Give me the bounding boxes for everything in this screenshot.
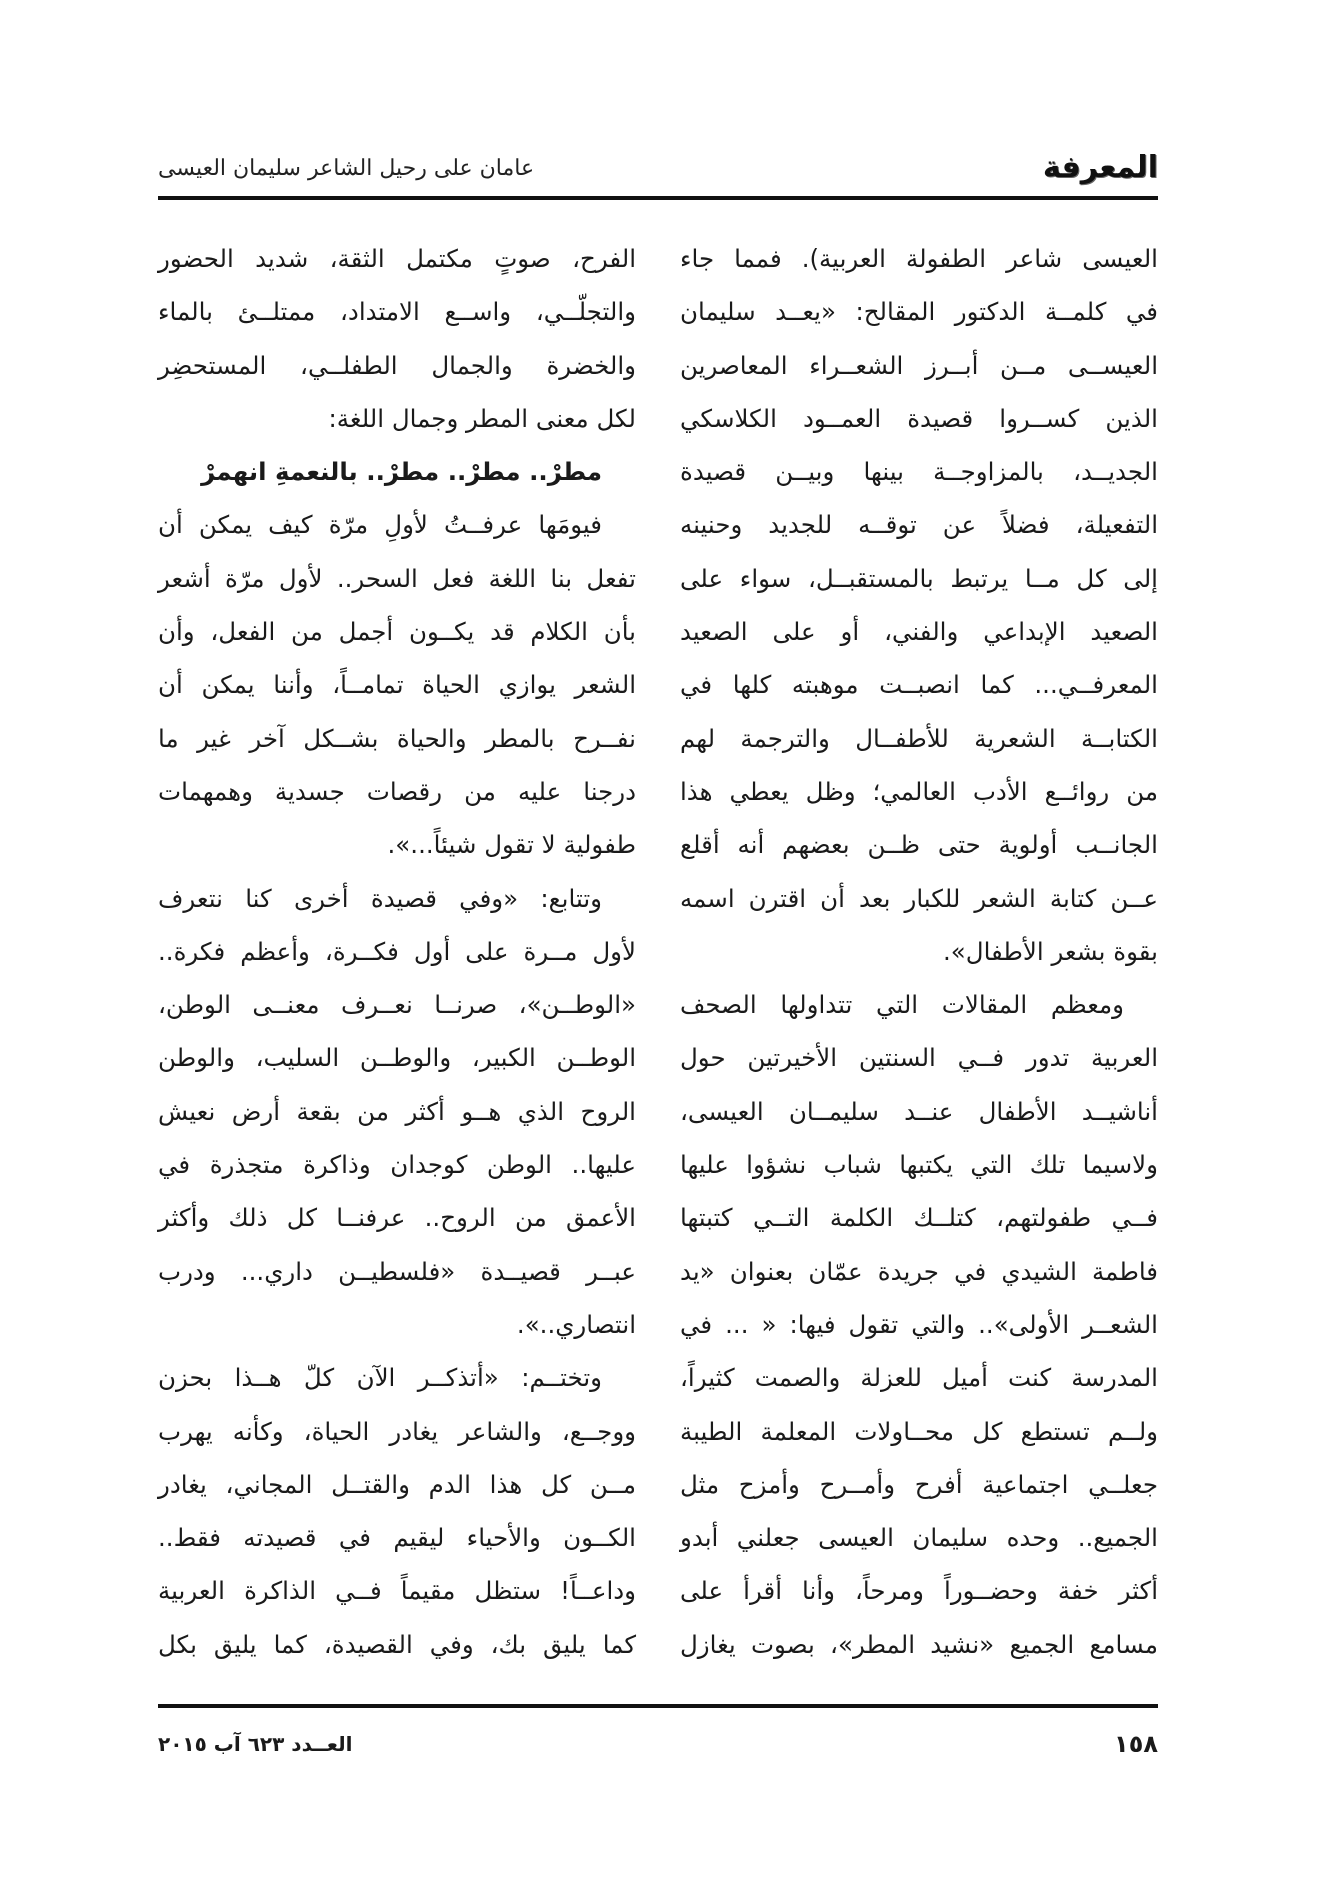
text-line: مسامع الجميع «نشيد المطر»، بصوت يغازل <box>680 1629 1158 1659</box>
text-line: عليها.. الوطن كوجدان وذاكرة متجذرة في <box>158 1150 636 1180</box>
text-line: في كلمــة الدكتور المقالح: «يعــد سليمان <box>680 297 1158 327</box>
text-line: وتتابع: «وفي قصيدة أخرى كنا نتعرف <box>158 883 602 913</box>
text-line: لأول مــرة على أول فكــرة، وأعظم فكرة.. <box>158 936 636 966</box>
text-line: درجنا عليه من رقصات جسدية وهمهمات <box>158 776 636 806</box>
text-line: من روائــع الأدب العالمي؛ وظل يعطي هذا <box>680 776 1158 806</box>
text-line: الجانــب أولوية حتى ظــن بعضهم أنه أقلع <box>680 830 1158 860</box>
issue-info: العــدد ٦٢٣ آب ٢٠١٥ <box>158 1732 353 1756</box>
text-line: عبــر قصيــدة «فلسطيــن داري... ودرب <box>158 1256 636 1286</box>
text-line: الشعر يوازي الحياة تمامــاً، وأننا يمكن أن <box>158 670 636 700</box>
text-line: طفولية لا تقول شيئاً...». <box>387 830 636 860</box>
text-line: مطرْ.. مطرْ.. مطرْ.. بالنعمةِ انهمرْ <box>201 457 602 487</box>
text-line: ووجــع، والشاعر يغادر الحياة، وكأنه يهرب <box>158 1416 636 1446</box>
page-footer <box>158 1730 1158 1770</box>
text-line: انتصاري..». <box>516 1309 636 1339</box>
text-line: الكتابــة الشعرية للأطفــال والترجمة لهم <box>680 723 1158 753</box>
running-title: عامان على رحيل الشاعر سليمان العيسى <box>158 156 535 181</box>
text-line: العيسى شاعر الطفولة العربية). فمما جاء <box>680 244 1158 273</box>
text-line: لكل معنى المطر وجمال اللغة: <box>328 403 636 433</box>
text-line: والخضرة والجمال الطفلــي، المستحضِر <box>158 350 636 380</box>
text-line: تفعل بنا اللغة فعل السحر.. لأول مرّة أشعر <box>158 563 636 593</box>
text-line: الجديــد، بالمزاوجــة بينها وبيــن قصيدة <box>680 457 1158 487</box>
text-line: فــي طفولتهم، كتلــك الكلمة التــي كتبتها <box>680 1203 1158 1233</box>
text-line: الصعيد الإبداعي والفني، أو على الصعيد <box>680 617 1158 647</box>
text-line: عــن كتابة الشعر للكبار بعد أن اقترن اسمه <box>680 883 1158 913</box>
text-line: وتختــم: «أتذكــر الآن كلّ هــذا بحزن <box>158 1363 602 1393</box>
text-line: العربية تدور فــي السنتين الأخيرتين حول <box>680 1043 1158 1073</box>
text-line: التفعيلة، فضلاً عن توقــه للجديد وحنينه <box>680 510 1158 540</box>
text-line: الفرح، صوتٍ مكتمل الثقة، شديد الحضور <box>158 244 636 273</box>
text-line: الشعــر الأولى».. والتي تقول فيها: « ... في <box>680 1309 1158 1339</box>
text-line: المدرسة كنت أميل للعزلة والصمت كثيراً، <box>680 1363 1158 1393</box>
text-line: «الوطــن»، صرنــا نعــرف معنــى الوطن، <box>158 990 636 1020</box>
right-column <box>680 232 1158 1671</box>
text-line: ولاسيما تلك التي يكتبها شباب نشؤوا عليها <box>680 1150 1158 1180</box>
text-line: أكثر خفة وحضــوراً ومرحاً، وأنا أقرأ على <box>680 1576 1158 1606</box>
left-column <box>158 232 636 1671</box>
text-line: بقوة بشعر الأطفال». <box>942 936 1158 966</box>
text-line: نفــرح بالمطر والحياة بشــكل آخر غير ما <box>158 723 636 753</box>
text-line: إلى كل مــا يرتبط بالمستقبــل، سواء على <box>680 563 1158 593</box>
text-line: كما يليق بك، وفي القصيدة، كما يليق بكل <box>158 1629 636 1659</box>
text-line: الذين كســروا قصيدة العمــود الكلاسكي <box>680 403 1158 433</box>
footer-rule <box>158 1704 1158 1708</box>
text-line: الكــون والأحياء ليقيم في قصيدته فقط.. <box>158 1523 636 1553</box>
text-line: ومعظم المقالات التي تتداولها الصحف <box>680 990 1124 1020</box>
text-line: الجميع.. وحده سليمان العيسى جعلني أبدو <box>680 1523 1158 1553</box>
text-line: جعلــي اجتماعية أفرح وأمــرح وأمزح مثل <box>680 1469 1158 1499</box>
page-number: ١٥٨ <box>1114 1730 1158 1758</box>
text-line: فيومَها عرفــتُ لأولِ مرّة كيف يمكن أن <box>158 510 602 540</box>
text-line: مــن كل هذا الدم والقتــل المجاني، يغادر <box>158 1469 636 1499</box>
text-line: أناشيــد الأطفال عنــد سليمــان العيسى، <box>680 1096 1158 1126</box>
text-line: وداعــاً! ستظل مقيماً فــي الذاكرة العربية <box>158 1576 636 1606</box>
text-line: الوطــن الكبير، والوطــن السليب، والوطن <box>158 1043 636 1073</box>
text-line: والتجلّــي، واســع الامتداد، ممتلــئ بالماء <box>158 297 636 327</box>
magazine-logo: المعرفة <box>1042 150 1158 185</box>
header-rule <box>158 196 1158 200</box>
text-line: ولــم تستطع كل محــاولات المعلمة الطيبة <box>680 1416 1158 1446</box>
text-line: الأعمق من الروح.. عرفنــا كل ذلك وأكثر <box>158 1203 636 1233</box>
text-line: العيســى مــن أبــرز الشعــراء المعاصرين <box>680 350 1158 380</box>
page-header <box>158 150 1158 196</box>
text-line: الروح الذي هــو أكثر من بقعة أرض نعيش <box>158 1096 636 1126</box>
text-line: فاطمة الشيدي في جريدة عمّان بعنوان «يد <box>680 1256 1158 1286</box>
text-line: بأن الكلام قد يكــون أجمل من الفعل، وأن <box>158 617 636 647</box>
text-line: المعرفــي... كما انصبــت موهبته كلها في <box>680 670 1158 700</box>
